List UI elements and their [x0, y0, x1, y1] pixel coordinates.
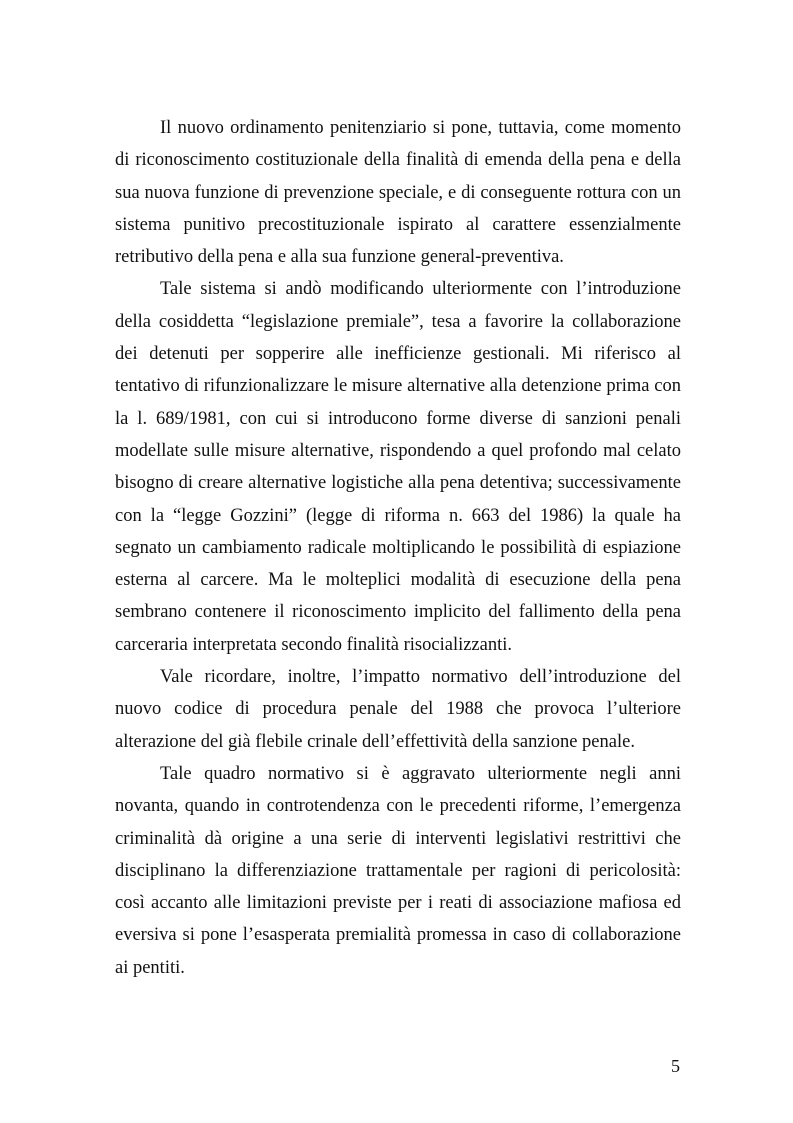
page-number: 5 — [671, 1056, 680, 1076]
paragraph-1: Il nuovo ordinamento penitenziario si pone, tuttavia, come momento di riconoscimento costituzionale della finalità di emenda della pena e della sua nuova funzione di prevenzione speciale, e di conseguente rottura con un sistema punitivo precostituzionale ispirato al carattere essenzialmente retributivo della pena e alla sua funzione general-preventiva. — [115, 118, 681, 268]
paragraph-3: Vale ricordare, inoltre, l’impatto normativo dell’introduzione del nuovo codice di procedura penale del 1988 che provoca l’ulteriore alterazione del già flebile crinale dell’effettività della sanzione penale. — [115, 667, 681, 752]
paragraph-4: Tale quadro normativo si è aggravato ulteriormente negli anni novanta, quando in controtendenza con le precedenti riforme, l’emergenza criminalità dà origine a una serie di interventi legislativi restrittivi che disciplinano la differenziazione trattamentale per ragioni di pericolosità: così accanto alle limitazioni previste per i reati di associazione mafiosa ed eversiva si pone l’esasperata premialità promessa in caso di collaborazione ai pentiti. — [115, 763, 681, 978]
paragraph-2: Tale sistema si andò modificando ulteriormente con l’introduzione della cosiddetta “legislazione premiale”, tesa a favorire la collaborazione dei detenuti per sopperire alle inefficienze gestionali. Mi riferisco al tentativo di rifunzionalizzare le misure alternative alla detenzione prima con la l. 689/1981, con cui si introducono forme diverse di sanzioni penali modellate sulle misure alternative, rispondendo a quel profondo mal celato bisogno di creare alternative logistiche alla pena detentiva; successivamente con la “legge Gozzini” (legge di riforma n. 663 del 1986) la quale ha segnato un cambiamento radicale moltiplicando le possibilità di espiazione esterna al carcere. Ma le molteplici modalità di esecuzione della pena sembrano contenere il riconoscimento implicito del fallimento della pena carceraria interpretata secondo finalità risocializzanti. — [115, 279, 681, 655]
body-text — [115, 112, 681, 984]
